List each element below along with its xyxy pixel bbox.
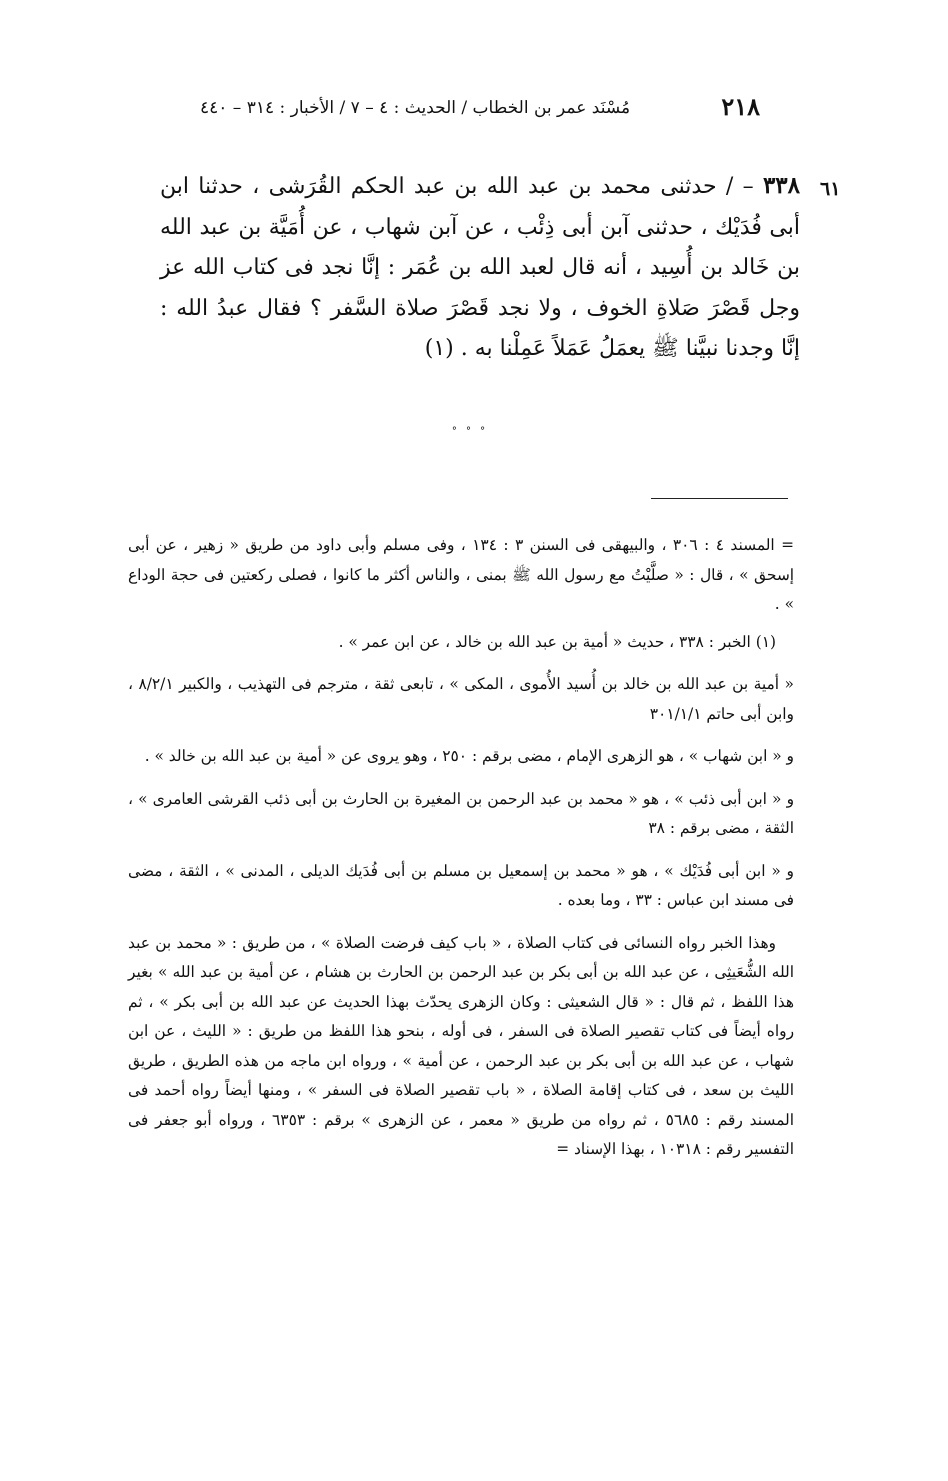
hadith-number: ٣٣٨ bbox=[762, 172, 800, 199]
hadith-body: – / حدثنى محمد بن عبد الله بن عبد الحكم القُرَشى ، حدثنا ابن أبى فُدَيْك ، حدثنى آبن أبى ذِئْب ، عن آبن شهاب ، عن أُمَيَّة بن عبد الله بن خَالد بن أُسِيد ، أنه قال لعبد الله بن عُمَر : إنَّا نجد فى كتاب الله عز وجل قَصْرَ صَلاةِ الخوف ، ولا نجد قَصْرَ صلاة السَّفر ؟ فقال عبدُ الله : إنَّا وجدنا نبيَّنا ﷺ يعمَلُ عَمَلاً عَمِلْنا به . (١) bbox=[160, 174, 800, 361]
section-separator: ° ° ° bbox=[451, 426, 489, 437]
running-header-title: مُسْنَد عمر بن الخطاب / الحديث : ٤ – ٧ / الأخبار : ٣١٤ – ٤٤٠ bbox=[200, 98, 631, 118]
footnotes bbox=[128, 531, 794, 1178]
footnote-paragraph: وهذا الخبر رواه النسائى فى كتاب الصلاة ، « باب كيف فرضت الصلاة » ، من طريق : « محمد بن عبد الله الشُّعَيثِى ، عن عبد الله بن أبى بكر بن عبد الرحمن بن الحارث بن هشام ، عن أمية بن عبد الله » بغير هذا اللفظ ، ثم قال : « قال الشعيثى : وكان الزهرى يحدّث بهذا الحديث عن عبد الله بن أبى بكر » ، ثم رواه أيضاً فى كتاب تقصير الصلاة فى السفر ، فى أوله ، بنحو هذا اللفظ من طريق : « الليث ، عن ابن شهاب ، عن عبد الله بن أبى بكر بن عبد الرحمن ، عن أمية » ، ورواه ابن ماجه من هذه الطريق ، طريق الليث بن سعد ، فى كتاب إقامة الصلاة ، « باب تقصير الصلاة فى السفر » ، ومنها أيضاً رواه أحمد فى المسند رقم : ٥٦٨٥ ، ثم رواه من طريق « معمر ، عن الزهرى » برقم : ٦٣٥٣ ، ورواه أبو جعفر فى التفسير رقم : ١٠٣١٨ ، بهذا الإسناد = bbox=[128, 933, 794, 1158]
footnote-continuation: = المسند ٤ : ٣٠٦ ، والبيهقى فى السنن ٣ : ١٣٤ ، وفى مسلم وأبى داود من طريق « زهير ، عن أبى إسحق » ، قال : « صلَّيْتُ مع رسول الله ﷺ بمنى ، والناس أكثر ما كانوا ، فصلى ركعتين فى حجة الوداع » . bbox=[128, 536, 794, 613]
footnote-1-heading: (١) الخبر : ٣٣٨ ، حديث « أمية بن عبد الله بن خالد ، عن ابن عمر » . bbox=[338, 632, 776, 651]
page-number: ٢١٨ bbox=[721, 92, 760, 121]
footnote-paragraph: و « ابن أبى فُدَيْك » ، هو « محمد بن إسمعيل بن مسلم بن أبى فُدَيك الديلى ، المدنى » ، الثقة ، مضى فى مسند ابن عباس : ٣٣ ، وما بعده . bbox=[128, 861, 794, 909]
hadith-text-block bbox=[160, 166, 800, 370]
footnote-paragraph: و « ابن أبى ذئب » ، هو « محمد بن عبد الرحمن بن المغيرة بن الحارث بن أبى ذئب القرشى العامرى » ، الثقة ، مضى برقم : ٣٨ bbox=[128, 789, 794, 837]
footnote-paragraph: و « ابن شهاب » ، هو الزهرى الإمام ، مضى برقم : ٢٥٠ ، وهو يروى عن « أمية بن عبد الله بن خالد » . bbox=[144, 747, 794, 765]
margin-page-reference: ٦١ bbox=[820, 178, 841, 200]
footnote-divider bbox=[651, 498, 788, 499]
footnote-paragraph: « أمية بن عبد الله بن خالد بن أُسيد الأُموى ، المكى » ، تابعى ثقة ، مترجم فى التهذيب ، والكبير ٨/٢/١ ، وابن أبى حاتم ٣٠١/١/١ bbox=[128, 675, 794, 723]
running-header bbox=[200, 92, 760, 128]
